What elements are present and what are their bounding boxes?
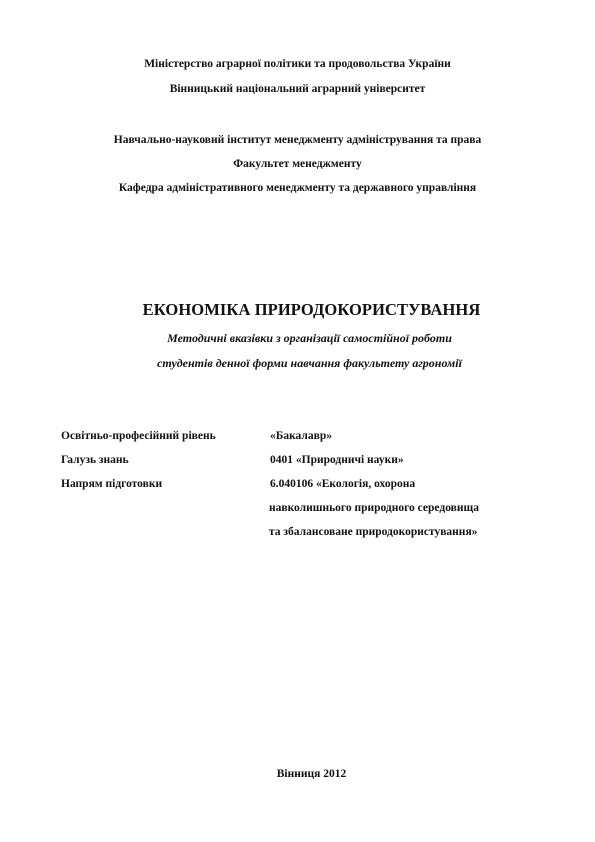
- university-name: Вінницький національний аграрний університет: [169, 83, 426, 95]
- department-name: Кафедра адміністративного менеджменту та державного управління: [118, 182, 477, 194]
- direction-label: Напрям підготовки: [61, 478, 163, 490]
- field-value: 0401 «Природничі науки»: [270, 454, 404, 466]
- info-row-direction: [0, 476, 595, 492]
- direction-value-line-2: навколишнього природного середовища: [269, 502, 479, 514]
- level-label: Освітньо-професійний рівень: [61, 430, 216, 442]
- document-title: ЕКОНОМІКА ПРИРОДОКОРИСТУВАННЯ: [142, 300, 481, 319]
- field-label: Галузь знань: [61, 454, 129, 466]
- level-value: «Бакалавр»: [270, 430, 332, 442]
- ministry-name: Міністерство аграрної політики та продовольства України: [144, 58, 451, 70]
- institute-name: Навчально-науковий інститут менеджменту адміністрування та права: [113, 134, 482, 146]
- direction-value-line-1: 6.040106 «Екологія, охорона: [270, 478, 416, 490]
- faculty-name: Факультет менеджменту: [233, 158, 362, 170]
- info-row-field: [0, 452, 595, 468]
- subtitle-line-1: Методичні вказівки з організації самостійної роботи: [167, 331, 452, 345]
- city-year: Вінниця 2012: [276, 768, 347, 780]
- direction-value-line-3: та збалансоване природокористування»: [269, 526, 478, 538]
- subtitle-line-2: студентів денної форми навчання факультету агрономії: [157, 356, 462, 370]
- info-row-level: [0, 428, 595, 444]
